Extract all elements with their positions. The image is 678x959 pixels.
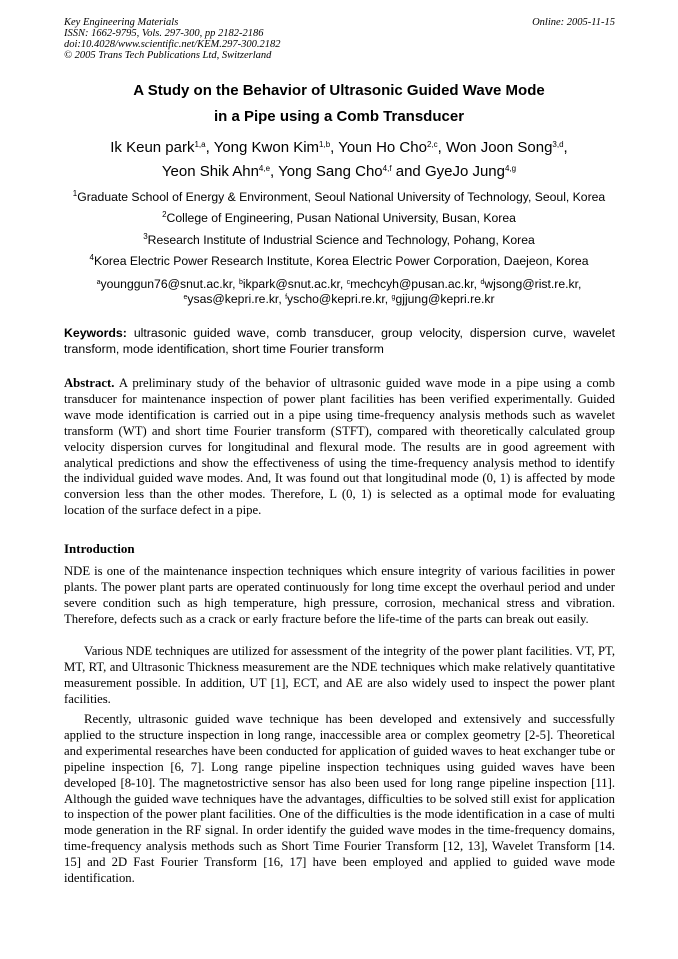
email-line-2: $^e$ysas@kepri.re.kr, $^f$yscho@kepri.re.kr, $^g$gjjung@kepri.re.kr — [183, 292, 495, 306]
running-header — [64, 17, 281, 61]
abstract-label: Abstract. — [64, 376, 115, 390]
paper-title-line-1: A Study on the Behavior of Ultrasonic Guided Wave Mode — [133, 82, 545, 99]
author: Yong Kwon Kim$^{1,b}$ — [213, 139, 331, 156]
keywords-text: ultrasonic guided wave, comb transducer, group velocity, dispersion curve, wavelet transform, mode identification, short time Fourier transform — [64, 326, 615, 356]
email: $^d$wjsong@rist.re.kr — [480, 277, 578, 291]
abstract-text: A preliminary study of the behavior of ultrasonic guided wave mode in a pipe using a comb transducer for maintenance inspection of power plant facilities has been verified experimentally. Guided wave mode identification is carried out in a pipe using time-frequency analysis methods such as wavelet transform (WT) and short time Fourier transform (STFT), compared with theoretically calculated group velocity dispersion curves for longitudinal and flexural mode. The results are in good agreement with analytical predictions and show the effectiveness of using the time-frequency analysis method to identify the individual guided wave modes. And, It was found out that longitudinal mode (0, 1) is affected by mode conversion less than the other modes. Therefore, L (0, 1) is selected as a optimal mode for evaluating location of the surface defect in a pipe. — [64, 376, 615, 518]
author: Yong Sang Cho$^{4,f}$ — [278, 163, 392, 180]
affiliation: $^1$Graduate School of Energy & Environment, Seoul National University of Technology, Seoul, Korea — [72, 189, 606, 204]
intro-paragraph-1: NDE is one of the maintenance inspection techniques which ensure integrity of various facilities in power plants. The power plant parts are operated continuously for long time except the overhaul period and under severe condition such as high temperature, high pressure, corrosion, mechanical stress and vibration. Therefore, defects such as a crack or early fracture before the life-time of the parts can break out easily. — [64, 564, 615, 626]
affiliation: $^4$Korea Electric Power Research Institute, Korea Electric Power Corporation, Daejeon, Korea — [89, 253, 589, 268]
doi-line: doi:10.4028/www.scientific.net/KEM.297-300.2182 — [64, 39, 281, 50]
abstract-block — [64, 376, 615, 519]
email: $^a$younggun76@snut.ac.kr — [96, 277, 233, 291]
author: GyeJo Jung$^{4,g}$ — [424, 163, 517, 180]
email: $^g$gjjung@kepri.re.kr — [391, 292, 495, 306]
intro-paragraph-3: Recently, ultrasonic guided wave technique has been developed and extensively and successfully applied to the structure inspection in long range, inaccessible area or complex geometry [2-5]. Theoretical and experimental researches have been conducted for application of guided waves to heat exchanger tube or pipeline inspection [6, 7]. Long range pipeline inspection techniques using guided waves have been developed [8-10]. The magnetostrictive sensor has also been used for long range pipeline inspection [11]. Although the guided wave techniques have the advantages, difficulties to be solved still exist for application to inspection of the power plant facilities. One of the difficulties is the mode identification in a case of multi mode generation in the RF signal. In order identify the guided wave modes in the time-frequency domains, time-frequency analysis methods such as Short Time Fourier Transform [12, 13], Wavelet Transform [14. 15] and 2D Fast Fourier Transform [16, 17] have been employed and applied to guided wave mode identification. — [64, 712, 615, 886]
paper-title-line-2: in a Pipe using a Comb Transducer — [213, 108, 465, 125]
email: $^b$ikpark@snut.ac.kr — [238, 277, 340, 291]
copyright-line: © 2005 Trans Tech Publications Ltd, Switzerland — [64, 50, 272, 61]
author: Ik Keun park$^{1,a}$ — [110, 139, 206, 156]
author-line-2: Yeon Shik Ahn$^{4,e}$, Yong Sang Cho$^{4,f}$ and GyeJo Jung$^{4,g}$ — [161, 163, 517, 180]
intro-paragraph-2: Various NDE techniques are utilized for assessment of the integrity of the power plant facilities. VT, PT, MT, RT, and Ultrasonic Thickness measurement are the NDE techniques which make relatively quantitative measurement possible. In addition, UT [1], ECT, and AE are also widely used to inspect the power plant facilities. — [64, 644, 615, 706]
keywords-label: Keywords: — [64, 326, 127, 340]
section-heading-introduction: Introduction — [64, 541, 135, 556]
author: Youn Ho Cho$^{2,c}$ — [338, 139, 438, 156]
email-line-1: $^a$younggun76@snut.ac.kr, $^b$ikpark@snut.ac.kr, $^c$mechcyh@pusan.ac.kr, $^d$wjsong@rist.re.kr, — [96, 277, 582, 291]
online-date: Online: 2005-11-15 — [532, 17, 615, 28]
email: $^c$mechcyh@pusan.ac.kr — [346, 277, 474, 291]
email: $^e$ysas@kepri.re.kr — [183, 292, 279, 306]
author: Won Joon Song$^{3,d}$ — [445, 139, 564, 156]
keywords-block — [64, 325, 615, 357]
email: $^f$yscho@kepri.re.kr — [285, 292, 385, 306]
author: Yeon Shik Ahn$^{4,e}$ — [161, 163, 271, 180]
affiliation: $^3$Research Institute of Industrial Science and Technology, Pohang, Korea — [143, 232, 535, 247]
issn-line: ISSN: 1662-9795, Vols. 297-300, pp 2182-2186 — [64, 28, 264, 39]
journal-name: Key Engineering Materials — [64, 17, 179, 28]
affiliation: $^2$College of Engineering, Pusan National University, Busan, Korea — [162, 210, 516, 225]
author-line-1: Ik Keun park$^{1,a}$, Yong Kwon Kim$^{1,b}$, Youn Ho Cho$^{2,c}$, Won Joon Song$^{3,d}$, — [110, 139, 568, 156]
